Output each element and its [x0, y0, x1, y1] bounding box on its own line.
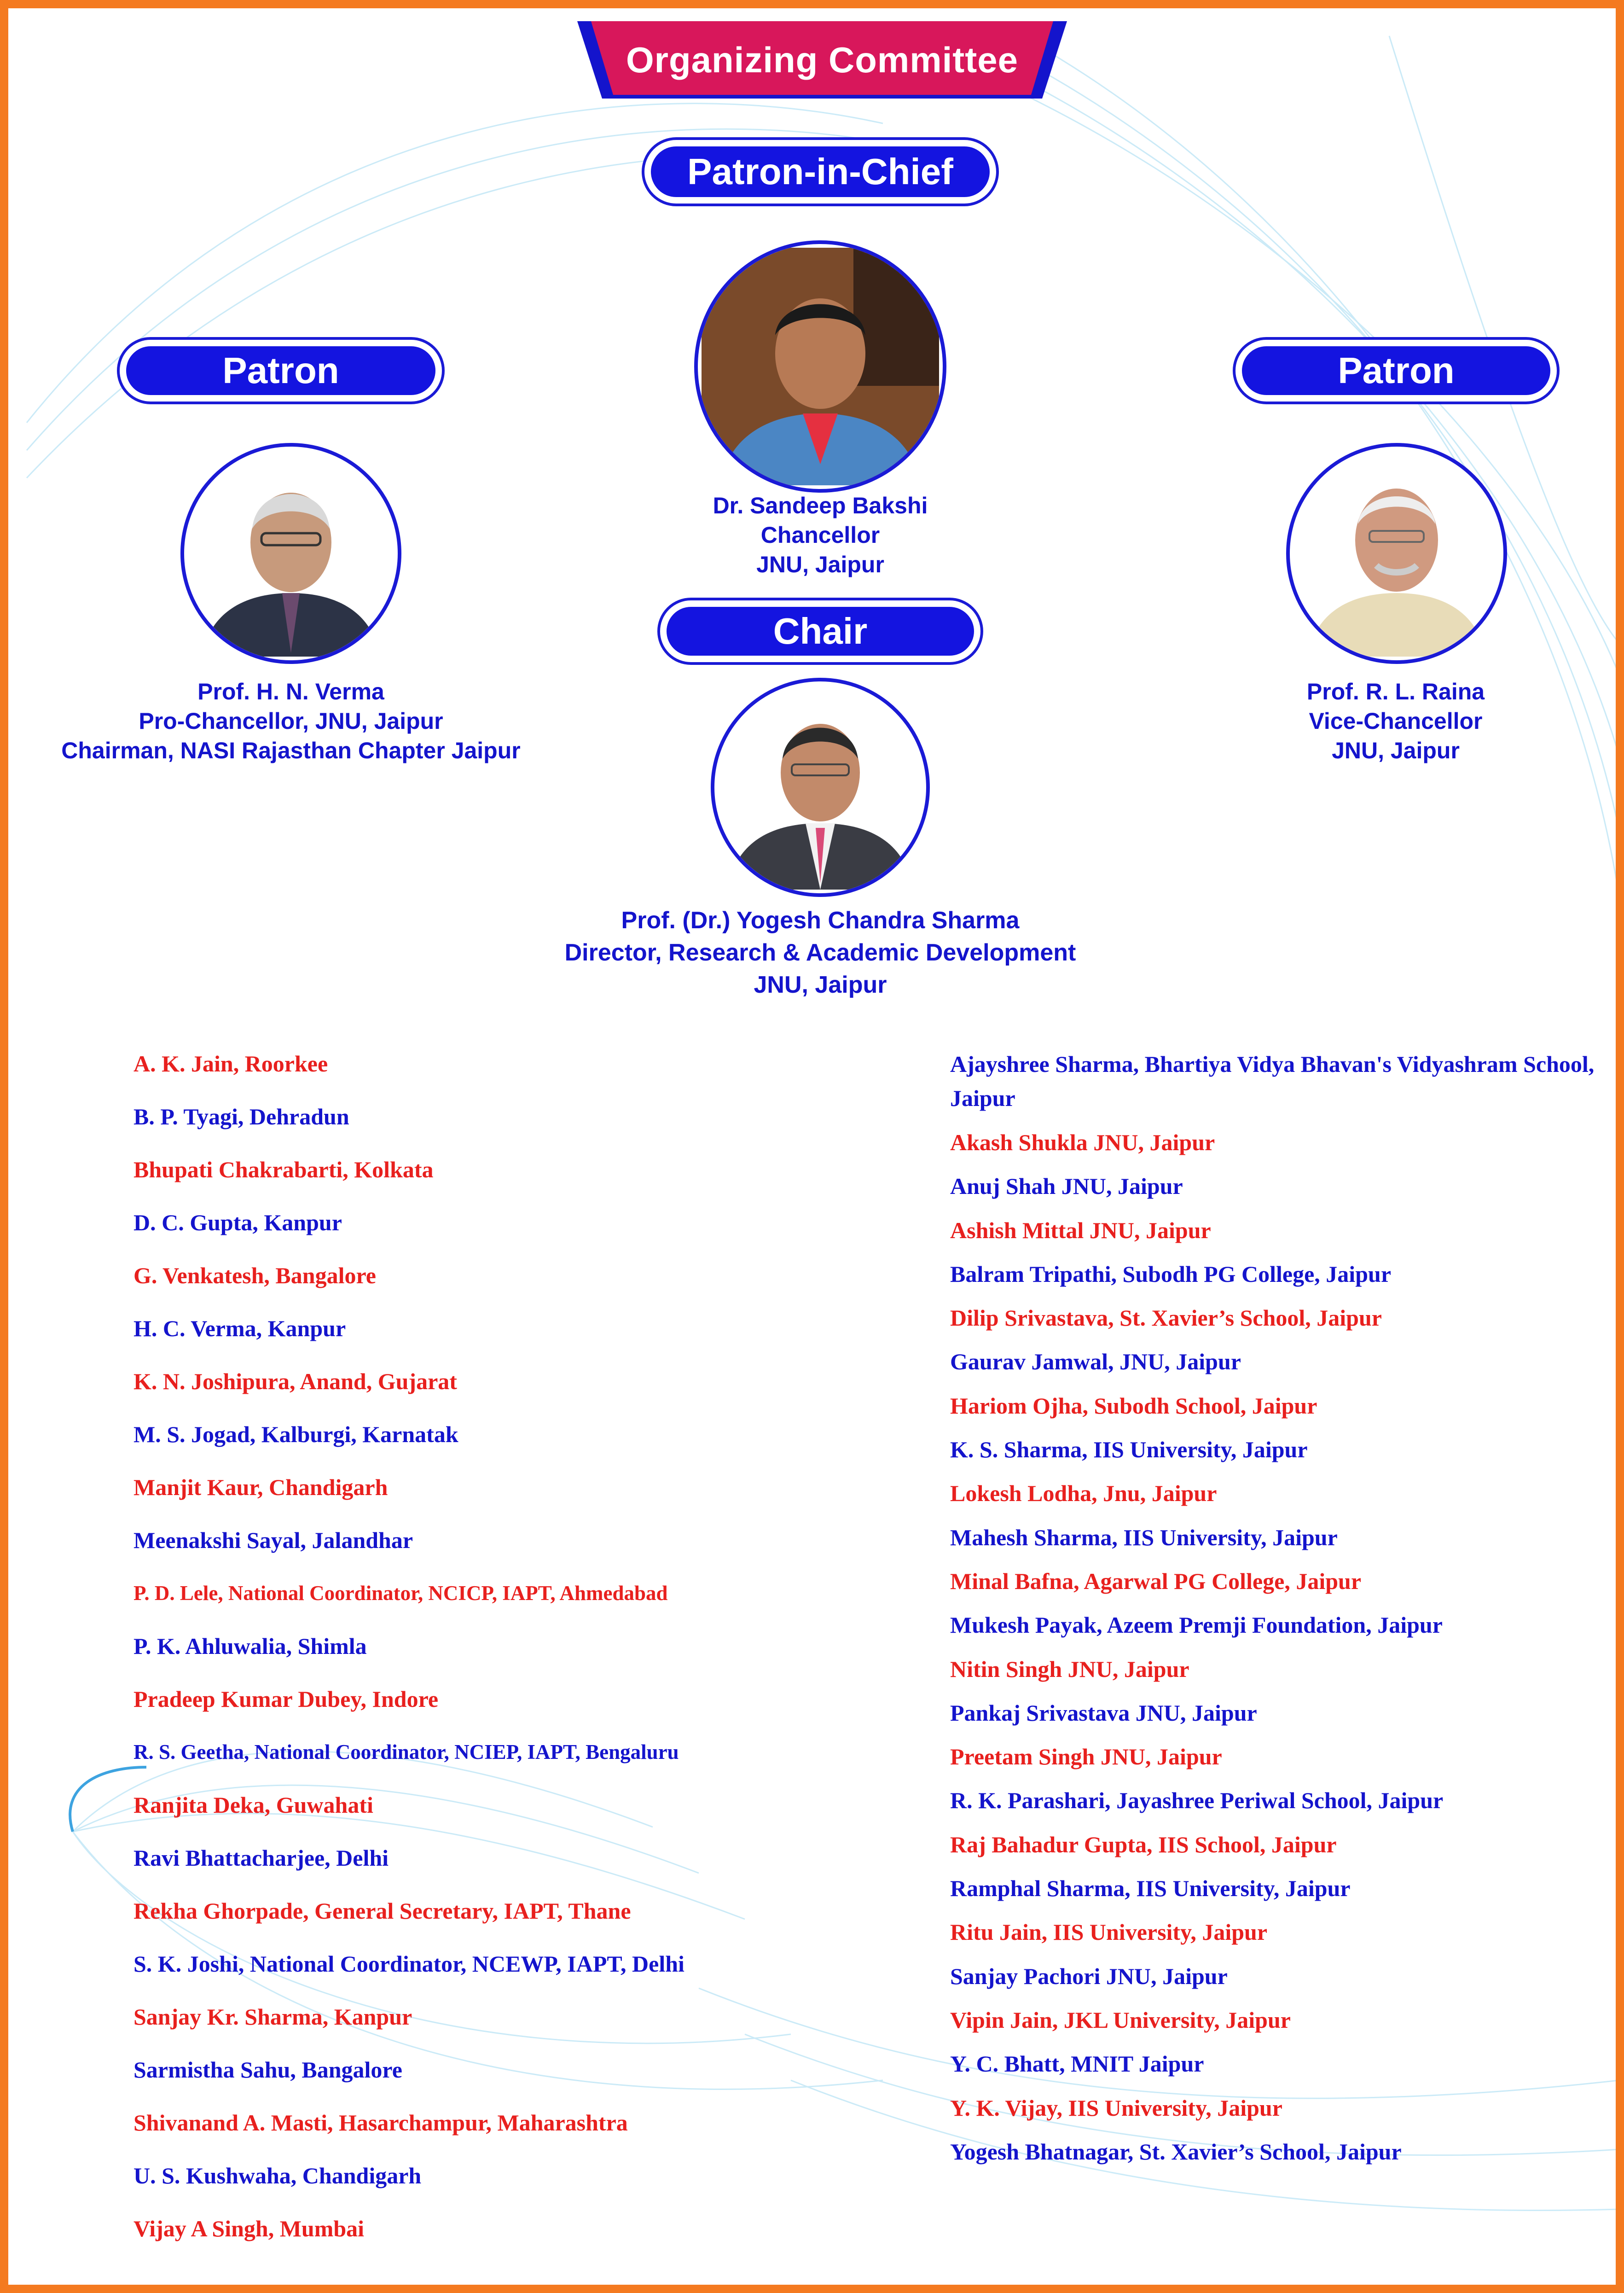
list-item: Sarmistha Sahu, Bangalore: [133, 2057, 402, 2083]
list-item: Mahesh Sharma, IIS University, Jaipur: [950, 1524, 1338, 1550]
list-item: Ritu Jain, IIS University, Jaipur: [950, 1919, 1268, 1945]
list-item: M. S. Jogad, Kalburgi, Karnatak: [133, 1421, 458, 1447]
patron-right-name: Prof. R. L. Raina: [1306, 679, 1485, 704]
list-item: Sanjay Pachori JNU, Jaipur: [950, 1963, 1228, 1989]
list-item: K. S. Sharma, IIS University, Jaipur: [950, 1437, 1308, 1463]
list-item: P. D. Lele, National Coordinator, NCICP, IAPT, Ahmedabad: [133, 1582, 668, 1605]
portrait-icon: [718, 685, 922, 890]
patron-in-chief-caption: [636, 491, 1004, 579]
chair-name: Prof. (Dr.) Yogesh Chandra Sharma: [621, 907, 1020, 934]
list-item: Shivanand A. Masti, Hasarchampur, Maharashtra: [133, 2110, 628, 2136]
list-item: Mukesh Payak, Azeem Premji Foundation, Jaipur: [950, 1612, 1443, 1638]
list-item: B. P. Tyagi, Dehradun: [133, 1104, 349, 1129]
list-item: Akash Shukla JNU, Jaipur: [950, 1129, 1215, 1155]
patron-right-caption: [1210, 677, 1582, 765]
list-item: P. K. Ahluwalia, Shimla: [133, 1633, 367, 1659]
list-item: Bhupati Chakrabarti, Kolkata: [133, 1157, 434, 1182]
patron-left-text: Patron: [126, 346, 435, 395]
committee-list-left: [133, 1045, 916, 2263]
patron-right-label: [1233, 337, 1560, 404]
list-item: Gaurav Jamwal, JNU, Jaipur: [950, 1349, 1241, 1375]
list-item: Nitin Singh JNU, Jaipur: [950, 1656, 1189, 1682]
portrait-icon: [188, 450, 394, 657]
chair-line-1: Director, Research & Academic Development: [564, 939, 1076, 966]
patron-left-caption: [36, 677, 546, 765]
list-item: Ramphal Sharma, IIS University, Jaipur: [950, 1875, 1351, 1902]
list-item: D. C. Gupta, Kanpur: [133, 1210, 342, 1235]
patron-left-label: [117, 337, 445, 404]
portrait-icon: [1293, 450, 1500, 657]
list-item: Y. K. Vijay, IIS University, Jaipur: [950, 2095, 1282, 2121]
patron-left-line-2: Chairman, NASI Rajasthan Chapter Jaipur: [61, 738, 521, 763]
list-item: Manjit Kaur, Chandigarh: [133, 1474, 388, 1500]
list-item: Hariom Ojha, Subodh School, Jaipur: [950, 1392, 1317, 1419]
patron-right-text: Patron: [1242, 346, 1550, 395]
list-item: Preetam Singh JNU, Jaipur: [950, 1744, 1222, 1770]
list-item: Ajayshree Sharma, Bhartiya Vidya Bhavan's Vidyashram School, Jaipur: [950, 1051, 1595, 1111]
committee-list-right: [950, 1047, 1604, 2178]
chair-text: Chair: [667, 607, 974, 656]
page-title: Organizing Committee: [626, 39, 1019, 80]
list-item: K. N. Joshipura, Anand, Gujarat: [133, 1368, 457, 1394]
portrait-icon: [702, 248, 939, 485]
patron-in-chief-label: [642, 137, 999, 206]
patron-in-chief-line-1: Chancellor: [760, 522, 880, 548]
list-item: Y. C. Bhatt, MNIT Jaipur: [950, 2051, 1204, 2077]
list-item: A. K. Jain, Roorkee: [133, 1051, 328, 1077]
list-item: H. C. Verma, Kanpur: [133, 1315, 346, 1341]
list-item: Ravi Bhattacharjee, Delhi: [133, 1845, 389, 1871]
list-item: Sanjay Kr. Sharma, Kanpur: [133, 2004, 412, 2030]
list-item: R. S. Geetha, National Coordinator, NCIEP, IAPT, Bengaluru: [133, 1740, 679, 1763]
list-item: U. S. Kushwaha, Chandigarh: [133, 2163, 422, 2188]
header-banner: [577, 21, 1067, 99]
patron-left-line-1: Pro-Chancellor, JNU, Jaipur: [139, 708, 443, 734]
list-item: Balram Tripathi, Subodh PG College, Jaipur: [950, 1261, 1392, 1287]
avatar-patron-right: [1286, 443, 1507, 664]
list-item: Pankaj Srivastava JNU, Jaipur: [950, 1699, 1257, 1726]
list-item: Lokesh Lodha, Jnu, Jaipur: [950, 1480, 1217, 1507]
avatar-patron-left: [180, 443, 401, 664]
list-item: Vipin Jain, JKL University, Jaipur: [950, 2007, 1291, 2033]
patron-in-chief-line-2: JNU, Jaipur: [756, 552, 884, 577]
chair-line-2: JNU, Jaipur: [754, 972, 887, 998]
patron-right-line-1: Vice-Chancellor: [1309, 708, 1483, 734]
list-item: Pradeep Kumar Dubey, Indore: [133, 1686, 439, 1712]
avatar-patron-in-chief: [694, 240, 946, 493]
patron-in-chief-text: Patron-in-Chief: [651, 146, 990, 197]
list-item: R. K. Parashari, Jayashree Periwal School, Jaipur: [950, 1787, 1444, 1814]
list-item: Ranjita Deka, Guwahati: [133, 1792, 373, 1818]
avatar-chair: [711, 678, 930, 897]
list-item: S. K. Joshi, National Coordinator, NCEWP, IAPT, Delhi: [133, 1951, 684, 1977]
list-item: G. Venkatesh, Bangalore: [133, 1263, 376, 1288]
list-item: Rekha Ghorpade, General Secretary, IAPT, Thane: [133, 1898, 631, 1924]
chair-label: [657, 598, 983, 665]
list-item: Yogesh Bhatnagar, St. Xavier’s School, Jaipur: [950, 2138, 1402, 2165]
list-item: Anuj Shah JNU, Jaipur: [950, 1173, 1183, 1199]
list-item: Meenakshi Sayal, Jalandhar: [133, 1527, 413, 1553]
list-item: Raj Bahadur Gupta, IIS School, Jaipur: [950, 1831, 1337, 1857]
patron-in-chief-name: Dr. Sandeep Bakshi: [713, 493, 928, 518]
list-item: Minal Bafna, Agarwal PG College, Jaipur: [950, 1568, 1362, 1594]
patron-left-name: Prof. H. N. Verma: [197, 679, 384, 704]
patron-right-line-2: JNU, Jaipur: [1332, 738, 1460, 763]
list-item: Dilip Srivastava, St. Xavier’s School, Jaipur: [950, 1305, 1382, 1331]
list-item: Vijay A Singh, Mumbai: [133, 2216, 365, 2241]
chair-caption: [544, 904, 1096, 1001]
list-item: Ashish Mittal JNU, Jaipur: [950, 1217, 1211, 1243]
